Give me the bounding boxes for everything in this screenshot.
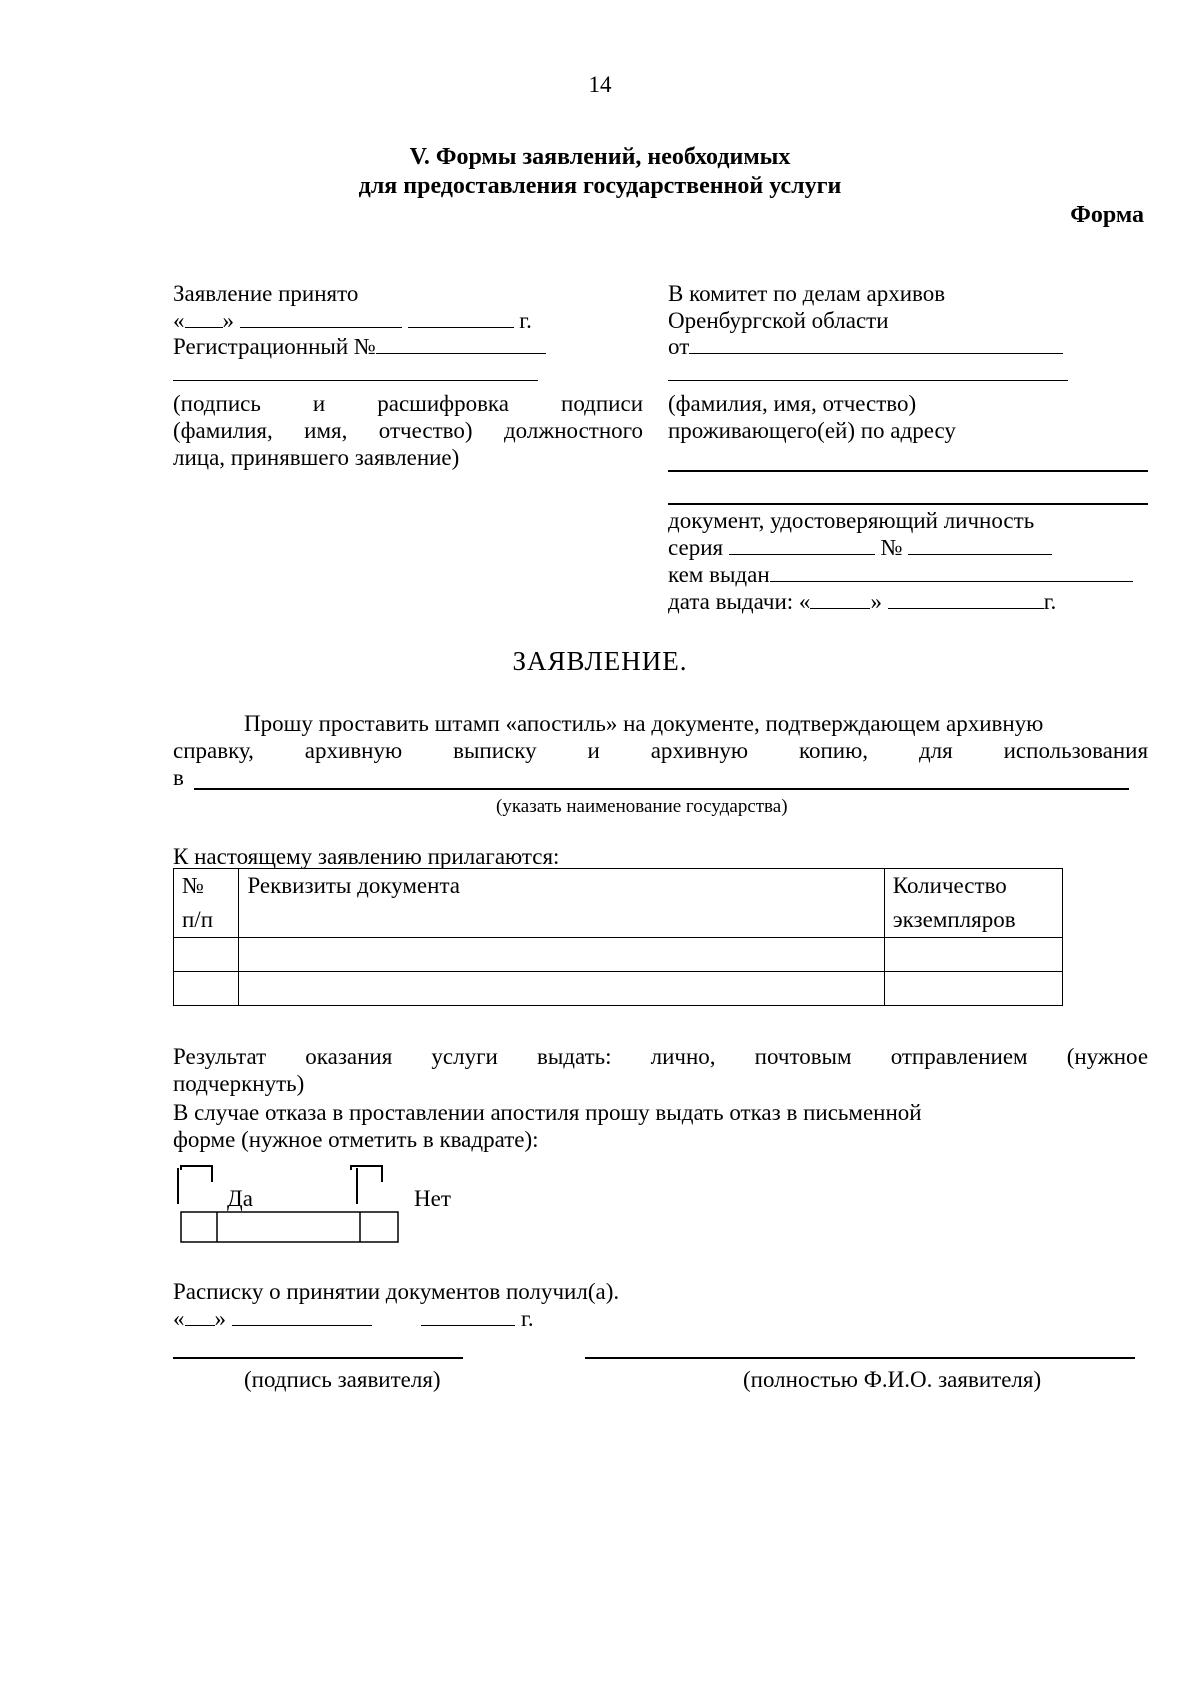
- header-num: [174, 869, 239, 938]
- accepted-month-field[interactable]: [240, 307, 402, 328]
- word: использования: [1003, 738, 1149, 763]
- word: копию,: [798, 738, 869, 763]
- request-line1: Прошу проставить штамп «апостиль» на документе, подтверждающем архивную: [244, 711, 1044, 736]
- applicant-fullname-line[interactable]: [585, 1357, 1135, 1359]
- receipt-date-row: [173, 1305, 534, 1332]
- refusal-line2: форме (нужное отметить в квадрате):: [173, 1127, 539, 1152]
- issue-date-label: дата выдачи: «: [668, 589, 811, 614]
- series-field[interactable]: [729, 534, 875, 555]
- word: подписи: [561, 391, 643, 416]
- table-row: [174, 938, 1063, 972]
- section-heading-line2: для предоставления государственной услуги: [358, 173, 842, 199]
- table-row: [174, 972, 1063, 1006]
- reg-number-field[interactable]: [376, 333, 546, 354]
- issue-date-row: [668, 588, 1056, 615]
- word: услуги: [431, 1044, 498, 1069]
- accepted-day-field[interactable]: [185, 307, 223, 328]
- request-line2: [173, 737, 1148, 764]
- series-label: серия: [668, 535, 724, 560]
- reg-number-row: [173, 333, 546, 360]
- accepted-label: Заявление принято: [173, 281, 359, 306]
- addressee-line1: В комитет по делам архивов: [668, 281, 946, 306]
- word: расшифровка: [377, 391, 509, 416]
- from-label: от: [668, 334, 690, 359]
- close-quote: »: [214, 1306, 226, 1331]
- word: выдать:: [536, 1044, 612, 1069]
- table-header-row: [174, 869, 1063, 938]
- signature-note-line1: [173, 390, 643, 417]
- address-line1[interactable]: [668, 470, 1148, 472]
- word: имя,: [304, 418, 348, 443]
- year-suffix: г.: [521, 1306, 534, 1331]
- option-no-label: Нет: [414, 1186, 451, 1211]
- word: (подпись: [173, 391, 261, 416]
- open-quote: «: [173, 1306, 185, 1331]
- number-label: №: [880, 535, 903, 560]
- table-cell-num[interactable]: [174, 972, 239, 1006]
- reg-number-label: Регистрационный №: [173, 334, 376, 359]
- attachments-intro: К настоящему заявлению прилагаются:: [173, 844, 560, 869]
- from-row: [668, 333, 1063, 360]
- official-signature-line[interactable]: [173, 380, 538, 381]
- header-qty: [884, 869, 1062, 938]
- accepted-date-row: [173, 307, 532, 334]
- series-row: [668, 534, 1052, 561]
- attachments-table: [173, 868, 1063, 1006]
- accepted-year-field[interactable]: [408, 307, 514, 328]
- table-cell-qty[interactable]: [884, 972, 1062, 1006]
- word: архивную: [304, 738, 403, 763]
- header-qty-line2: экземпляров: [892, 907, 1016, 932]
- word: (фамилия,: [173, 418, 273, 443]
- word: должностного: [503, 418, 644, 443]
- applicant-name-line2[interactable]: [668, 380, 1068, 381]
- country-field[interactable]: [194, 788, 1129, 790]
- residing-label: проживающего(ей) по адресу: [668, 418, 956, 443]
- refusal-line1: В случае отказа в проставлении апостиля прошу выдать отказ в письменной: [173, 1100, 922, 1125]
- word: и: [587, 738, 600, 763]
- address-line2[interactable]: [668, 503, 1148, 505]
- open-quote: «: [173, 308, 185, 333]
- issue-day-field[interactable]: [810, 588, 870, 609]
- word: почтовым: [754, 1044, 852, 1069]
- receipt-day-field[interactable]: [185, 1305, 215, 1326]
- word: справку,: [173, 738, 254, 763]
- receipt-month-field[interactable]: [232, 1305, 372, 1326]
- form-label: Форма: [1070, 202, 1144, 228]
- issue-month-year-field[interactable]: [888, 588, 1044, 609]
- word: для: [918, 738, 953, 763]
- issued-by-label: кем выдан: [668, 562, 770, 587]
- year-suffix: г.: [519, 308, 532, 333]
- request-line3-prefix: в: [173, 765, 184, 790]
- close-quote: »: [870, 589, 882, 614]
- result-line2: подчеркнуть): [173, 1071, 305, 1096]
- number-field[interactable]: [908, 534, 1052, 555]
- word: архивную: [650, 738, 749, 763]
- word: оказания: [305, 1044, 393, 1069]
- receipt-text: Расписку о принятии документов получил(а).: [173, 1279, 620, 1304]
- issued-by-row: [668, 561, 1133, 588]
- header-num-line2: п/п: [182, 907, 214, 932]
- result-line1: [173, 1043, 1148, 1070]
- checkbox-no[interactable]: [351, 1166, 387, 1208]
- word: и: [312, 391, 326, 416]
- table-cell-qty[interactable]: [884, 938, 1062, 972]
- table-cell-details[interactable]: [239, 938, 884, 972]
- word: (нужное: [1066, 1044, 1149, 1069]
- table-cell-num[interactable]: [174, 938, 239, 972]
- applicant-signature-line[interactable]: [173, 1357, 463, 1359]
- table-cell-details[interactable]: [239, 972, 884, 1006]
- year-suffix: г.: [1043, 589, 1057, 614]
- word: отправлением: [890, 1044, 1028, 1069]
- country-note: (указать наименование государства): [496, 796, 788, 817]
- signature-note-line3: лица, принявшего заявление): [173, 445, 460, 470]
- signature-note-line2: [173, 417, 643, 444]
- header-details: Реквизиты документа: [239, 869, 884, 938]
- id-document-label: документ, удостоверяющий личность: [668, 508, 1035, 533]
- checkbox-yes[interactable]: [179, 1166, 215, 1208]
- close-quote: »: [222, 308, 234, 333]
- addressee-line2: Оренбургской области: [668, 308, 889, 333]
- header-qty-line1: Количество: [892, 873, 1007, 898]
- applicant-signature-note: (подпись заявителя): [244, 1367, 441, 1392]
- option-yes-label: Да: [227, 1186, 253, 1211]
- word: отчество): [378, 418, 473, 443]
- word: лично,: [650, 1044, 716, 1069]
- name-note: (фамилия, имя, отчество): [668, 391, 917, 416]
- header-num-line1: №: [182, 873, 204, 898]
- applicant-fullname-note: (полностью Ф.И.О. заявителя): [743, 1367, 1042, 1392]
- applicant-name-field[interactable]: [689, 333, 1063, 354]
- receipt-year-field[interactable]: [421, 1305, 515, 1326]
- word: выписку: [453, 738, 537, 763]
- page-number: 14: [588, 72, 612, 97]
- word: Результат: [173, 1044, 267, 1069]
- issued-by-field[interactable]: [770, 561, 1133, 582]
- section-heading-line1: V. Формы заявлений, необходимых: [409, 144, 791, 170]
- statement-title: ЗАЯВЛЕНИЕ.: [512, 646, 688, 676]
